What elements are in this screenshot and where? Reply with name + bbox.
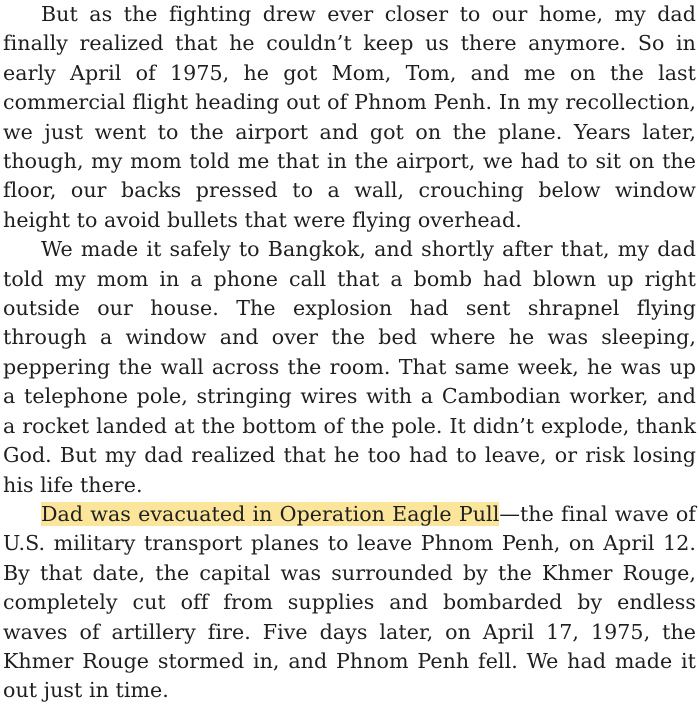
paragraph-2 — [3, 235, 696, 500]
paragraph-3 — [3, 500, 696, 706]
paragraph-1-text: But as the fighting drew ever closer to our home, my dad finally realized that he couldn’t keep us there anymore. So in early April of 1975, he got Mom, Tom, and me on the last commercial flight heading out of Phnom Penh. In my recollection, we just went to the airport and got on the plane. Years later, though, my mom told me that in the airport, we had to sit on the floor, our backs pressed to a wall, crouching below window height to avoid bullets that were flying overhead. — [3, 2, 696, 232]
paragraph-3-text: —the final wave of U.S. military transport planes to leave Phnom Penh, on April 12. By that date, the capital was surrounded by the Khmer Rouge, completely cut off from supplies and bombarded by endless waves of artillery fire. Five days later, on April 17, 1975, the Khmer Rouge stormed in, and Phnom Penh fell. We had made it out just in time. — [3, 501, 696, 703]
paragraph-2-text: We made it safely to Bangkok, and shortly after that, my dad told my mom in a phone call that a bomb had blown up right outside our house. The explosion had sent shrapnel flying through a window and over the bed where he was sleeping, peppering the wall across the room. That same week, he was up a telephone pole, stringing wires with a Cambodian worker, and a rocket landed at the bottom of the pole. It didn’t explode, thank God. But my dad realized that he too had to leave, or risk losing his life there. — [3, 237, 696, 497]
highlighted-passage[interactable]: Dad was evacuated in Operation Eagle Pull — [41, 501, 500, 526]
paragraph-1 — [3, 0, 696, 235]
book-page — [3, 0, 696, 706]
